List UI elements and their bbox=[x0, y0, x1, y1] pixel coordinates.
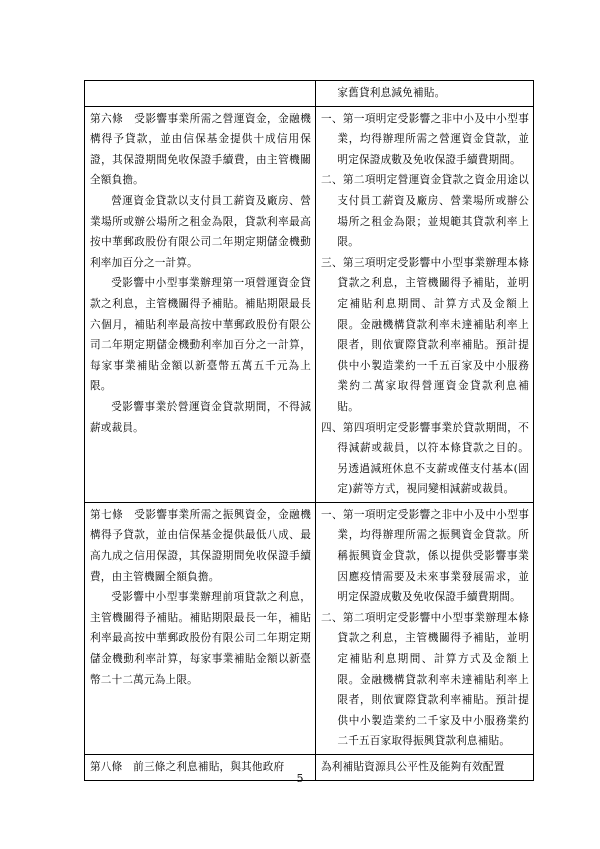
article-8-heading-paragraph: 第八條 前三條之利息補貼，與其他政府 bbox=[90, 761, 285, 773]
article-6-heading-paragraph: 第六條 受影響事業所需之營運資金，金融機構得予貸款，並由信保基金提供十成信用保證，其保證期間免收保證手續費，由主管機關全額負擔。 bbox=[90, 112, 311, 187]
article-8-explanation: 為利補貼資源具公平性及能夠有效配置 bbox=[321, 761, 505, 773]
regulation-table bbox=[84, 80, 534, 781]
article-7-paragraph-2: 受影響中小型事業辦理前項貸款之利息，主管機關得予補貼。補貼期限最長一年，補貼利率最高按中華郵政股份有限公司二年期定期儲金機動利率計算，每家事業補貼金額以新臺幣二十二萬元為上限。 bbox=[90, 591, 311, 686]
explanation-continuation: 家舊貸利息減免補貼。 bbox=[337, 87, 446, 99]
article-cell-empty bbox=[85, 81, 316, 107]
page-number: 5 bbox=[296, 772, 304, 785]
item-number: 二、 bbox=[321, 611, 343, 624]
item-text: 第三項明定受影響中小型事業辦理本條貸款之利息，主管機關得予補貼，並明定補貼利息期間、計算方式及金額上限。金融機構貸款利率未達補貼利率上限者，則依實際貸款利率補貼。預計提供中小製造業約一千五百家及中小服務業約二萬家取得營運資金貸款利息補貼。 bbox=[337, 256, 529, 413]
item-text: 第二項明定受影響中小型事業辦理本條貸款之利息，主管機關得予補貼，並明定補貼利息期間、計算方式及金額上限。金融機構貸款利率未達補貼利率上限者，則依實際貸款利率補貼。預計提供中小製造業約二千家及中小服務業約二千五百家取得振興貸款利息補貼。 bbox=[337, 611, 529, 748]
table-row bbox=[85, 502, 534, 754]
item-number: 三、 bbox=[321, 256, 343, 269]
item-text: 第四項明定受影響事業於貸款期間，不得減薪或裁員，以符本條貸款之目的。另透過減班休息不支薪或僅支付基本(固定)薪等方式，視同變相減薪或裁員。 bbox=[337, 421, 529, 496]
article-6-explanation-cell bbox=[316, 106, 534, 502]
explanation-item bbox=[321, 505, 529, 608]
article-6-paragraph-4: 受影響事業於營運資金貸款期間，不得減薪或裁員。 bbox=[90, 400, 311, 434]
article-7-explanation-cell bbox=[316, 502, 534, 754]
article-6-paragraph-2: 營運資金貸款以支付員工薪資及廠房、營業場所或辦公場所之租金為限，貸款利率最高按中華郵政股份有限公司二年期定期儲金機動利率加百分之一計算。 bbox=[90, 194, 311, 269]
item-number: 四、 bbox=[321, 421, 343, 434]
item-number: 一、 bbox=[321, 112, 343, 125]
explanation-item bbox=[321, 170, 529, 252]
explanation-item bbox=[321, 608, 529, 752]
explanation-item bbox=[321, 418, 529, 500]
table-row bbox=[85, 106, 534, 502]
table-row bbox=[85, 81, 534, 107]
item-text: 第二項明定營運資金貸款之資金用途以支付員工薪資及廠房、營業場所或辦公場所之租金為限；並規範其貸款利率上限。 bbox=[337, 174, 529, 249]
explanation-cell bbox=[316, 81, 534, 107]
item-text: 第一項明定受影響之非中小及中小型事業，均得辦理所需之振興資金貸款。所稱振興資金貸款，係以提供受影響事業因應疫情需要及未來事業發展需求，並明定保證成數及免收保證手續費期間。 bbox=[337, 508, 529, 604]
article-6-paragraph-3: 受影響中小型事業辦理第一項營運資金貸款之利息，主管機關得予補貼。補貼期限最長六個月，補貼利率最高按中華郵政股份有限公司二年期定期儲金機動利率加百分之一計算，每家事業補貼金額以新臺幣五萬五千元為上限。 bbox=[90, 277, 311, 393]
explanation-item bbox=[321, 253, 529, 418]
article-7-heading-paragraph: 第七條 受影響事業所需之振興資金，金融機構得予貸款，並由信保基金提供最低八成、最高九成之信用保證，其保證期間免收保證手續費，由主管機關全額負擔。 bbox=[90, 508, 311, 583]
article-6-cell bbox=[85, 106, 316, 502]
item-number: 二、 bbox=[321, 174, 343, 187]
explanation-item bbox=[321, 109, 529, 171]
article-7-cell bbox=[85, 502, 316, 754]
item-number: 一、 bbox=[321, 508, 343, 521]
item-text: 第一項明定受影響之非中小及中小型事業，均得辦理所需之營運資金貸款，並明定保證成數及免收保證手續費期間。 bbox=[337, 112, 529, 166]
